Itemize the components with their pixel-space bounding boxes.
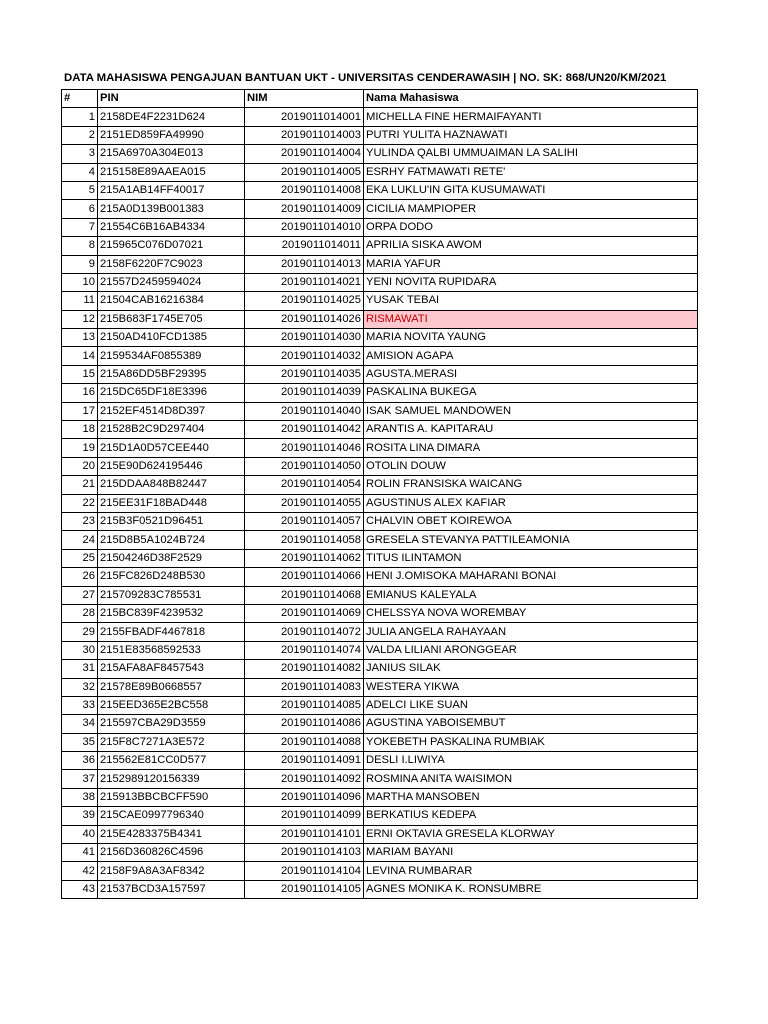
cell-nim[interactable]: 2019011014011 — [245, 237, 364, 255]
cell-name[interactable]: MARTHA MANSOBEN — [364, 788, 698, 806]
cell-name[interactable]: TITUS ILINTAMON — [364, 549, 698, 567]
cell-nim[interactable]: 2019011014069 — [245, 604, 364, 622]
cell-nim[interactable]: 2019011014099 — [245, 807, 364, 825]
cell-name[interactable]: CHALVIN OBET KOIREWOA — [364, 512, 698, 530]
cell-nim[interactable]: 2019011014050 — [245, 457, 364, 475]
table-row — [62, 237, 698, 255]
cell-num[interactable]: 12 — [62, 310, 98, 328]
cell-name[interactable]: JANIUS SILAK — [364, 660, 698, 678]
cell-nim[interactable]: 2019011014074 — [245, 641, 364, 659]
cell-num[interactable]: 21 — [62, 476, 98, 494]
cell-name[interactable]: YOKEBETH PASKALINA RUMBIAK — [364, 733, 698, 751]
cell-num[interactable]: 6 — [62, 200, 98, 218]
cell-name[interactable]: YULINDA QALBI UMMUAIMAN LA SALIHI — [364, 145, 698, 163]
cell-num[interactable]: 18 — [62, 421, 98, 439]
cell-pin[interactable]: 215DDAA848B82447 — [98, 476, 245, 494]
cell-num[interactable]: 19 — [62, 439, 98, 457]
cell-num[interactable]: 9 — [62, 255, 98, 273]
cell-nim[interactable]: 2019011014035 — [245, 365, 364, 383]
cell-num[interactable]: 42 — [62, 862, 98, 880]
cell-nim[interactable]: 2019011014010 — [245, 218, 364, 236]
table-row — [62, 347, 698, 365]
cell-pin[interactable]: 215BC839F4239532 — [98, 604, 245, 622]
table-row — [62, 292, 698, 310]
cell-name[interactable]: ISAK SAMUEL MANDOWEN — [364, 402, 698, 420]
table-row — [62, 218, 698, 236]
cell-pin[interactable]: 215AFA8AF8457543 — [98, 660, 245, 678]
table-row — [62, 200, 698, 218]
cell-nim[interactable]: 2019011014005 — [245, 163, 364, 181]
cell-num[interactable]: 13 — [62, 329, 98, 347]
cell-name[interactable]: MARIA YAFUR — [364, 255, 698, 273]
cell-pin[interactable]: 2158DE4F2231D624 — [98, 108, 245, 126]
cell-name[interactable]: CICILIA MAMPIOPER — [364, 200, 698, 218]
cell-pin[interactable]: 21528B2C9D297404 — [98, 421, 245, 439]
cell-num[interactable]: 20 — [62, 457, 98, 475]
cell-name[interactable]: AGUSTINA YABOISEMBUT — [364, 715, 698, 733]
table-row — [62, 126, 698, 144]
cell-name[interactable]: PUTRI YULITA HAZNAWATI — [364, 126, 698, 144]
cell-name[interactable]: AGUSTINUS ALEX KAFIAR — [364, 494, 698, 512]
cell-nim[interactable]: 2019011014042 — [245, 421, 364, 439]
table-row — [62, 439, 698, 457]
table-row — [62, 145, 698, 163]
student-table — [61, 89, 698, 899]
cell-num[interactable]: 7 — [62, 218, 98, 236]
cell-nim[interactable]: 2019011014040 — [245, 402, 364, 420]
cell-nim[interactable]: 2019011014046 — [245, 439, 364, 457]
cell-nim[interactable]: 2019011014026 — [245, 310, 364, 328]
cell-num[interactable]: 29 — [62, 623, 98, 641]
cell-name[interactable]: ORPA DODO — [364, 218, 698, 236]
cell-name[interactable]: PASKALINA BUKEGA — [364, 384, 698, 402]
table-row — [62, 733, 698, 751]
cell-num[interactable]: 33 — [62, 696, 98, 714]
cell-nim[interactable]: 2019011014104 — [245, 862, 364, 880]
table-row — [62, 715, 698, 733]
cell-nim[interactable]: 2019011014025 — [245, 292, 364, 310]
cell-name[interactable]: LEVINA RUMBARAR — [364, 862, 698, 880]
cell-pin[interactable]: 2151E83568592533 — [98, 641, 245, 659]
table-row — [62, 476, 698, 494]
cell-pin[interactable]: 2158F9A8A3AF8342 — [98, 862, 245, 880]
cell-pin[interactable]: 215EE31F18BAD448 — [98, 494, 245, 512]
cell-num[interactable]: 22 — [62, 494, 98, 512]
cell-nim[interactable]: 2019011014103 — [245, 844, 364, 862]
cell-pin[interactable]: 215D1A0D57CEE440 — [98, 439, 245, 457]
table-row — [62, 421, 698, 439]
cell-num[interactable]: 2 — [62, 126, 98, 144]
cell-pin[interactable]: 215CAE0997796340 — [98, 807, 245, 825]
cell-nim[interactable]: 2019011014032 — [245, 347, 364, 365]
cell-num[interactable]: 38 — [62, 788, 98, 806]
cell-name[interactable]: YUSAK TEBAI — [364, 292, 698, 310]
cell-name[interactable]: BERKATIUS KEDEPA — [364, 807, 698, 825]
cell-nim[interactable]: 2019011014085 — [245, 696, 364, 714]
cell-nim[interactable]: 2019011014062 — [245, 549, 364, 567]
cell-nim[interactable]: 2019011014030 — [245, 329, 364, 347]
cell-num[interactable]: 37 — [62, 770, 98, 788]
cell-name[interactable]: MICHELLA FINE HERMAIFAYANTI — [364, 108, 698, 126]
table-row — [62, 329, 698, 347]
cell-nim[interactable]: 2019011014009 — [245, 200, 364, 218]
header-num[interactable]: # — [62, 90, 98, 108]
cell-name[interactable]: HENI J.OMISOKA MAHARANI BONAI — [364, 568, 698, 586]
cell-pin[interactable]: 215D8B5A1024B724 — [98, 531, 245, 549]
cell-num[interactable]: 31 — [62, 660, 98, 678]
cell-num[interactable]: 11 — [62, 292, 98, 310]
cell-num[interactable]: 27 — [62, 586, 98, 604]
cell-name[interactable]: OTOLIN DOUW — [364, 457, 698, 475]
cell-num[interactable]: 24 — [62, 531, 98, 549]
cell-pin[interactable]: 215A1AB14FF40017 — [98, 181, 245, 199]
cell-pin[interactable]: 215A86DD5BF29395 — [98, 365, 245, 383]
header-name[interactable]: Nama Mahasiswa — [364, 90, 698, 108]
table-row — [62, 273, 698, 291]
table-row — [62, 604, 698, 622]
cell-nim[interactable]: 2019011014057 — [245, 512, 364, 530]
cell-nim[interactable]: 2019011014008 — [245, 181, 364, 199]
table-row — [62, 531, 698, 549]
table-row — [62, 108, 698, 126]
cell-num[interactable]: 1 — [62, 108, 98, 126]
cell-num[interactable]: 26 — [62, 568, 98, 586]
cell-pin[interactable]: 2155FBADF4467818 — [98, 623, 245, 641]
cell-num[interactable]: 28 — [62, 604, 98, 622]
table-row — [62, 623, 698, 641]
cell-num[interactable]: 5 — [62, 181, 98, 199]
cell-pin[interactable]: 215F8C7271A3E572 — [98, 733, 245, 751]
cell-nim[interactable]: 2019011014039 — [245, 384, 364, 402]
cell-pin[interactable]: 215158E89AAEA015 — [98, 163, 245, 181]
cell-nim[interactable]: 2019011014072 — [245, 623, 364, 641]
cell-name[interactable]: AMISION AGAPA — [364, 347, 698, 365]
table-row — [62, 880, 698, 898]
cell-nim[interactable]: 2019011014021 — [245, 273, 364, 291]
cell-name[interactable]: YENI NOVITA RUPIDARA — [364, 273, 698, 291]
table-row — [62, 586, 698, 604]
header-pin[interactable]: PIN — [98, 90, 245, 108]
cell-name[interactable]: ROSITA LINA DIMARA — [364, 439, 698, 457]
cell-num[interactable]: 35 — [62, 733, 98, 751]
cell-pin[interactable]: 2150AD410FCD1385 — [98, 329, 245, 347]
cell-pin[interactable]: 2152EF4514D8D397 — [98, 402, 245, 420]
cell-num[interactable]: 36 — [62, 752, 98, 770]
table-row — [62, 181, 698, 199]
cell-nim[interactable]: 2019011014096 — [245, 788, 364, 806]
cell-num[interactable]: 23 — [62, 512, 98, 530]
table-row — [62, 549, 698, 567]
table-row — [62, 365, 698, 383]
cell-nim[interactable]: 2019011014082 — [245, 660, 364, 678]
cell-pin[interactable]: 2159534AF0855389 — [98, 347, 245, 365]
cell-name[interactable]: CHELSSYA NOVA WOREMBAY — [364, 604, 698, 622]
cell-pin[interactable]: 21557D2459594024 — [98, 273, 245, 291]
table-row — [62, 512, 698, 530]
cell-num[interactable]: 30 — [62, 641, 98, 659]
cell-num[interactable]: 43 — [62, 880, 98, 898]
cell-name[interactable]: MARIA NOVITA YAUNG — [364, 329, 698, 347]
cell-name[interactable]: VALDA LILIANI ARONGGEAR — [364, 641, 698, 659]
cell-name[interactable]: MARIAM BAYANI — [364, 844, 698, 862]
table-row — [62, 384, 698, 402]
cell-name[interactable]: AGUSTA.MERASI — [364, 365, 698, 383]
cell-pin[interactable]: 215E4283375B4341 — [98, 825, 245, 843]
cell-pin[interactable]: 215DC65DF18E3396 — [98, 384, 245, 402]
table-row — [62, 660, 698, 678]
cell-nim[interactable]: 2019011014092 — [245, 770, 364, 788]
table-row — [62, 641, 698, 659]
cell-name[interactable]: ROSMINA ANITA WAISIMON — [364, 770, 698, 788]
cell-name[interactable]: WESTERA YIKWA — [364, 678, 698, 696]
cell-pin[interactable]: 2156D360826C4596 — [98, 844, 245, 862]
cell-nim[interactable]: 2019011014058 — [245, 531, 364, 549]
cell-nim[interactable]: 2019011014054 — [245, 476, 364, 494]
cell-pin[interactable]: 2152989120156339 — [98, 770, 245, 788]
table-row — [62, 825, 698, 843]
cell-nim[interactable]: 2019011014068 — [245, 586, 364, 604]
cell-pin[interactable]: 2158F6220F7C9023 — [98, 255, 245, 273]
table-row — [62, 163, 698, 181]
table-row — [62, 752, 698, 770]
cell-num[interactable]: 25 — [62, 549, 98, 567]
table-row — [62, 402, 698, 420]
cell-num[interactable]: 39 — [62, 807, 98, 825]
cell-pin[interactable]: 215FC826D248B530 — [98, 568, 245, 586]
table-row — [62, 862, 698, 880]
cell-pin[interactable]: 215709283C785531 — [98, 586, 245, 604]
header-nim[interactable]: NIM — [245, 90, 364, 108]
table-row — [62, 678, 698, 696]
cell-num[interactable]: 15 — [62, 365, 98, 383]
cell-pin[interactable]: 215562E81CC0D577 — [98, 752, 245, 770]
cell-num[interactable]: 8 — [62, 237, 98, 255]
cell-nim[interactable]: 2019011014004 — [245, 145, 364, 163]
table-row — [62, 844, 698, 862]
cell-nim[interactable]: 2019011014055 — [245, 494, 364, 512]
table-row — [62, 255, 698, 273]
table-row — [62, 788, 698, 806]
cell-pin[interactable]: 215B3F0521D96451 — [98, 512, 245, 530]
cell-num[interactable]: 40 — [62, 825, 98, 843]
cell-pin[interactable]: 215A0D139B001383 — [98, 200, 245, 218]
cell-pin[interactable]: 215965C076D07021 — [98, 237, 245, 255]
cell-nim[interactable]: 2019011014105 — [245, 880, 364, 898]
cell-name[interactable]: JULIA ANGELA RAHAYAAN — [364, 623, 698, 641]
cell-pin[interactable]: 215597CBA29D3559 — [98, 715, 245, 733]
cell-num[interactable]: 14 — [62, 347, 98, 365]
cell-pin[interactable]: 215E90D624195446 — [98, 457, 245, 475]
cell-name[interactable]: APRILIA SISKA AWOM — [364, 237, 698, 255]
cell-name[interactable]: DESLI I.LIWIYA — [364, 752, 698, 770]
table-row — [62, 696, 698, 714]
cell-nim[interactable]: 2019011014003 — [245, 126, 364, 144]
cell-nim[interactable]: 2019011014101 — [245, 825, 364, 843]
cell-pin[interactable]: 215B683F1745E705 — [98, 310, 245, 328]
cell-num[interactable]: 34 — [62, 715, 98, 733]
cell-nim[interactable]: 2019011014086 — [245, 715, 364, 733]
cell-num[interactable]: 10 — [62, 273, 98, 291]
table-row — [62, 310, 698, 328]
sheet-title: DATA MAHASISWA PENGAJUAN BANTUAN UKT - UNIVERSITAS CENDERAWASIH | NO. SK: 868/UN20/KM/2021 — [64, 72, 667, 84]
cell-nim[interactable]: 2019011014091 — [245, 752, 364, 770]
cell-name[interactable]: EKA LUKLU'IN GITA KUSUMAWATI — [364, 181, 698, 199]
table-body — [62, 108, 698, 899]
cell-pin[interactable]: 21578E89B0668557 — [98, 678, 245, 696]
cell-nim[interactable]: 2019011014083 — [245, 678, 364, 696]
cell-nim[interactable]: 2019011014066 — [245, 568, 364, 586]
cell-num[interactable]: 32 — [62, 678, 98, 696]
table-row — [62, 770, 698, 788]
cell-num[interactable]: 16 — [62, 384, 98, 402]
cell-pin[interactable]: 21504CAB16216384 — [98, 292, 245, 310]
cell-num[interactable]: 41 — [62, 844, 98, 862]
cell-name[interactable]: ESRHY FATMAWATI RETE' — [364, 163, 698, 181]
table-row — [62, 457, 698, 475]
cell-num[interactable]: 4 — [62, 163, 98, 181]
cell-name[interactable]: AGNES MONIKA K. RONSUMBRE — [364, 880, 698, 898]
cell-name[interactable]: ADELCI LIKE SUAN — [364, 696, 698, 714]
cell-name[interactable]: ROLIN FRANSISKA WAICANG — [364, 476, 698, 494]
header-row — [62, 90, 698, 108]
cell-name[interactable]: RISMAWATI — [364, 310, 698, 328]
cell-name[interactable]: ARANTIS A. KAPITARAU — [364, 421, 698, 439]
cell-nim[interactable]: 2019011014013 — [245, 255, 364, 273]
cell-nim[interactable]: 2019011014001 — [245, 108, 364, 126]
cell-pin[interactable]: 215EED365E2BC558 — [98, 696, 245, 714]
cell-num[interactable]: 3 — [62, 145, 98, 163]
cell-name[interactable]: ERNI OKTAVIA GRESELA KLORWAY — [364, 825, 698, 843]
table-row — [62, 807, 698, 825]
cell-pin[interactable]: 2151ED859FA49990 — [98, 126, 245, 144]
cell-pin[interactable]: 21537BCD3A157597 — [98, 880, 245, 898]
cell-pin[interactable]: 215A6970A304E013 — [98, 145, 245, 163]
cell-pin[interactable]: 21554C6B16AB4334 — [98, 218, 245, 236]
table-row — [62, 568, 698, 586]
cell-num[interactable]: 17 — [62, 402, 98, 420]
cell-pin[interactable]: 215913BBCBCFF590 — [98, 788, 245, 806]
cell-pin[interactable]: 21504246D38F2529 — [98, 549, 245, 567]
table-row — [62, 494, 698, 512]
cell-name[interactable]: GRESELA STEVANYA PATTILEAMONIA — [364, 531, 698, 549]
cell-name[interactable]: EMIANUS KALEYALA — [364, 586, 698, 604]
cell-nim[interactable]: 2019011014088 — [245, 733, 364, 751]
